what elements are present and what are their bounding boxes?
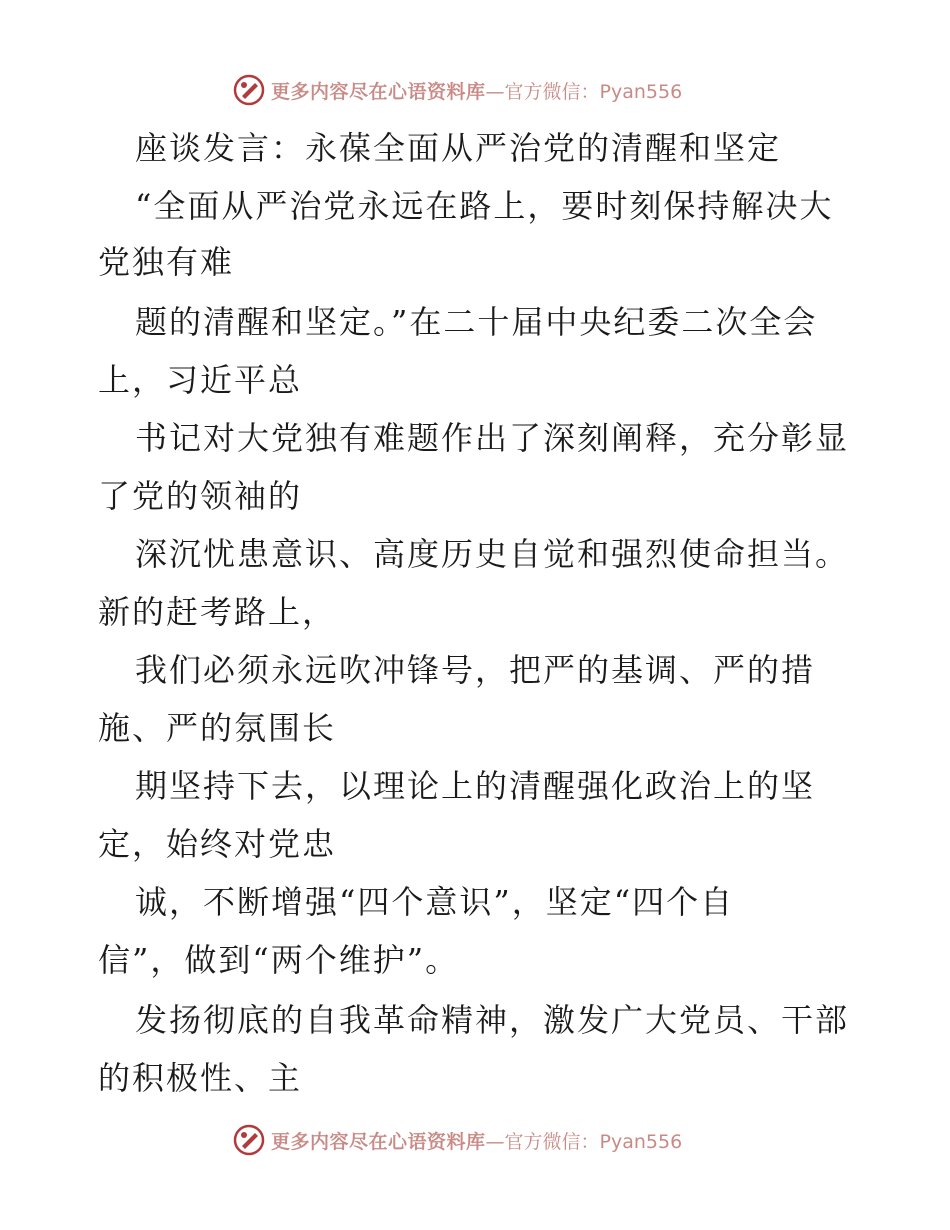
paragraph-line: “全面从严治党永远在路上，要时刻保持解决大 <box>135 187 834 225</box>
paragraph-line: 的积极性、主 <box>98 1059 303 1097</box>
paragraph-line: 题的清醒和坚定。”在二十届中央纪委二次全会 <box>135 303 818 341</box>
paragraph-line: 新的赶考路上， <box>98 593 337 631</box>
footer-watermark-text: 更多内容尽在心语资料库 <box>271 1130 486 1153</box>
paragraph-line: 了党的领袖的 <box>98 477 303 515</box>
paragraph-line: 施、严的氛围长 <box>98 709 337 747</box>
brand-logo-icon <box>233 1124 265 1156</box>
footer-watermark-contact: —官方微信：Pyan556 <box>485 1130 683 1153</box>
paragraph-line: 期坚持下去，以理论上的清醒强化政治上的坚 <box>135 767 816 805</box>
paragraph-line: 信”，做到“两个维护”。 <box>98 941 460 979</box>
header-watermark <box>233 70 682 110</box>
header-watermark-contact: —官方微信：Pyan556 <box>485 80 683 103</box>
document-title: 座谈发言：永葆全面从严治党的清醒和坚定 <box>135 129 782 167</box>
paragraph-line: 发扬彻底的自我革命精神，激发广大党员、干部 <box>135 1001 850 1039</box>
paragraph-line: 上，习近平总 <box>98 361 303 399</box>
header-watermark-text: 更多内容尽在心语资料库 <box>271 80 486 103</box>
footer-watermark <box>233 1120 682 1160</box>
paragraph-line: 定，始终对党忠 <box>98 825 337 863</box>
paragraph-line: 诚，不断增强“四个意识”，坚定“四个自 <box>135 883 735 921</box>
paragraph-line: 我们必须永远吹冲锋号，把严的基调、严的措 <box>135 651 816 689</box>
paragraph-line: 深沉忧患意识、高度历史自觉和强烈使命担当。 <box>135 535 850 573</box>
paragraph-line: 党独有难 <box>98 243 235 281</box>
brand-logo-icon <box>233 74 265 106</box>
paragraph-line: 书记对大党独有难题作出了深刻阐释，充分彰显 <box>135 419 850 457</box>
